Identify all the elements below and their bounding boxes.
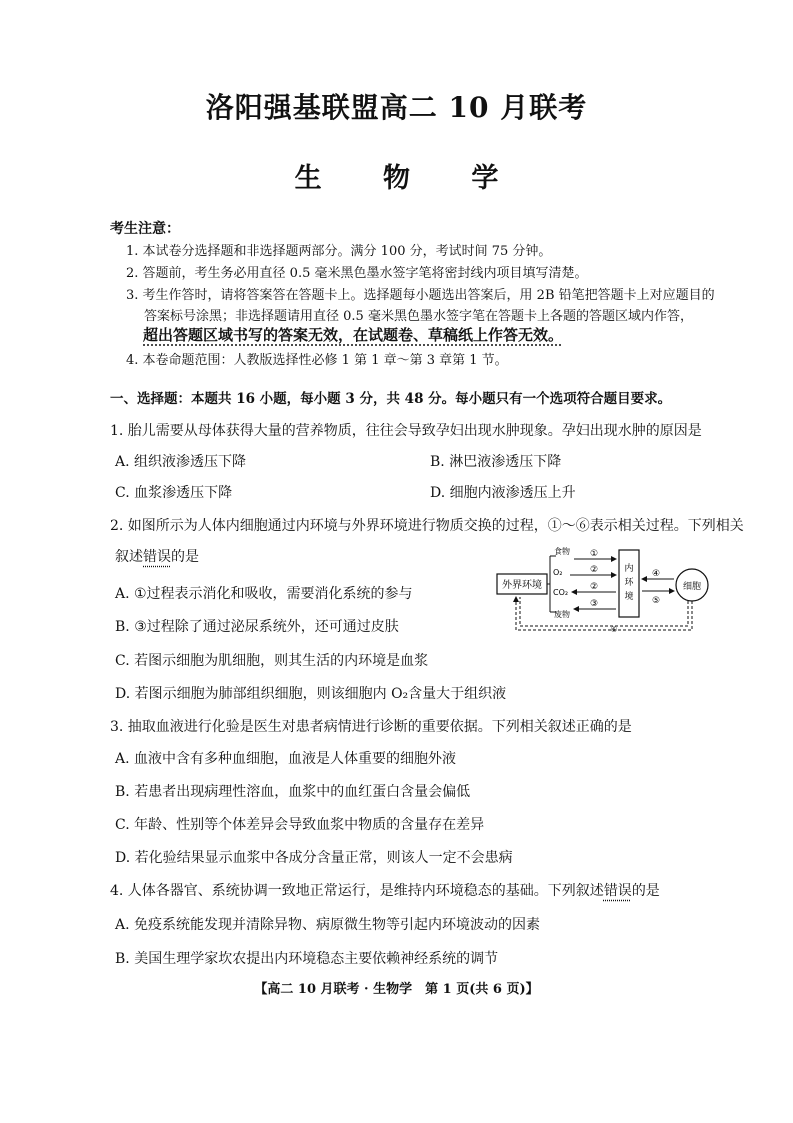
notice-item-3-cont: 答案标号涂黑；非选择题请用直径 0.5 毫米黑色墨水签字笔在答题卡上各题的答题区域内作答， — [144, 309, 693, 324]
subject-title: 生 物 学 — [294, 163, 525, 194]
question-3-option-a: A. 血液中含有多种血细胞，血液是人体重要的细胞外液 — [115, 751, 457, 767]
label-4: ④ — [652, 569, 661, 579]
label-2b: ② — [590, 582, 599, 592]
question-3-option-c: C. 年龄、性别等个体差异会导致血浆中物质的含量存在差异 — [115, 817, 485, 833]
question-2-option-a: A. ①过程表示消化和吸收，需要消化系统的参与 — [115, 586, 413, 602]
label-6: ⑥ — [610, 625, 618, 634]
question-2-stem-post: 的是 — [171, 549, 199, 565]
inner-label-1: 内 — [624, 564, 634, 574]
question-3-stem: 3. 抽取血液进行化验是医生对患者病情进行诊断的重要依据。下列相关叙述正确的是 — [110, 719, 632, 735]
question-2-option-b: B. ③过程除了通过泌尿系统外，还可通过皮肤 — [115, 619, 399, 635]
arrow-6-dashed-inner — [520, 597, 688, 626]
notice-heading: 考生注意： — [110, 221, 180, 237]
question-1-option-a: A. 组织液渗透压下降 — [115, 454, 247, 470]
question-2-stem-line2 — [115, 546, 199, 566]
co2-label: CO₂ — [553, 588, 569, 597]
inner-label-3: 境 — [624, 592, 634, 602]
waste-label: 废物 — [554, 610, 570, 619]
question-2-option-d: D. 若图示细胞为肺部组织细胞，则该细胞内 O₂含量大于组织液 — [115, 686, 507, 702]
notice-item-4: 4. 本卷命题范围：人教版选择性必修 1 第 1 章～第 3 章第 1 节。 — [126, 353, 508, 368]
cell-label: 细胞 — [682, 582, 702, 592]
question-1-option-c: C. 血浆渗透压下降 — [115, 485, 233, 501]
question-1-option-b: B. 淋巴液渗透压下降 — [430, 454, 562, 470]
question-2-option-c: C. 若图示细胞为肌细胞，则其生活的内环境是血浆 — [115, 653, 429, 669]
question-3-option-b: B. 若患者出现病理性溶血，血浆中的血红蛋白含量会偏低 — [115, 784, 471, 800]
question-4-stem-emphasis: 错误 — [603, 883, 632, 899]
question-2-stem-emphasis: 错误 — [143, 549, 171, 565]
label-5: ⑤ — [652, 596, 661, 606]
outer-environment-label: 外界环境 — [502, 580, 542, 591]
question-1-option-d: D. 细胞内液渗透压上升 — [430, 485, 576, 501]
o2-label: O₂ — [553, 568, 563, 577]
notice-item-1: 1. 本试卷分选择题和非选择题两部分。满分 100 分，考试时间 75 分钟。 — [126, 244, 552, 259]
question-3-option-d: D. 若化验结果显示血浆中各成分含量正常，则该人一定不会患病 — [115, 850, 513, 866]
label-2: ② — [590, 565, 599, 575]
question-4-stem-pre: 4. 人体各器官、系统协调一致地正常运行，是维持内环境稳态的基础。下列叙述 — [110, 883, 604, 899]
question-2-stem-line1: 2. 如图所示为人体内细胞通过内环境与外界环境进行物质交换的过程，①～⑥表示相关过程。下列相关 — [110, 518, 744, 534]
section-heading: 一、选择题：本题共 16 小题，每小题 3 分，共 48 分。每小题只有一个选项符合题目要求。 — [110, 391, 672, 407]
question-2-stem-pre: 叙述 — [115, 549, 143, 565]
question-4-option-b: B. 美国生理学家坎农提出内环境稳态主要依赖神经系统的调节 — [115, 951, 499, 967]
notice-item-2: 2. 答题前，考生务必用直径 0.5 毫米黑色墨水签字笔将密封线内项目填写清楚。 — [126, 266, 588, 281]
question-4-option-a: A. 免疫系统能发现并清除异物、病原微生物等引起内环境波动的因素 — [115, 917, 541, 933]
question-1-stem: 1. 胎儿需要从母体获得大量的营养物质，往往会导致孕妇出现水肿现象。孕妇出现水肿的原因是 — [110, 423, 702, 439]
arrow-6-dashed — [516, 597, 692, 630]
inner-label-2: 环 — [624, 578, 634, 588]
label-3: ③ — [590, 599, 599, 609]
question-4-stem — [110, 880, 660, 900]
page-footer: 【高二 10 月联考 · 生物学 第 1 页(共 6 页)】 — [254, 982, 539, 997]
food-label: 食物 — [554, 547, 570, 556]
notice-item-3-emphasis: 超出答题区域书写的答案无效，在试题卷、草稿纸上作答无效。 — [143, 326, 564, 344]
question-4-stem-post: 的是 — [631, 883, 660, 899]
notice-item-3: 3. 考生作答时，请将答案答在答题卡上。选择题每小题选出答案后，用 2B 铅笔把答题卡上对应题目的 — [126, 288, 715, 303]
exchange-diagram — [492, 545, 714, 637]
label-1: ① — [590, 549, 599, 559]
page-title: 洛阳强基联盟高二 10 月联考 — [205, 91, 588, 124]
